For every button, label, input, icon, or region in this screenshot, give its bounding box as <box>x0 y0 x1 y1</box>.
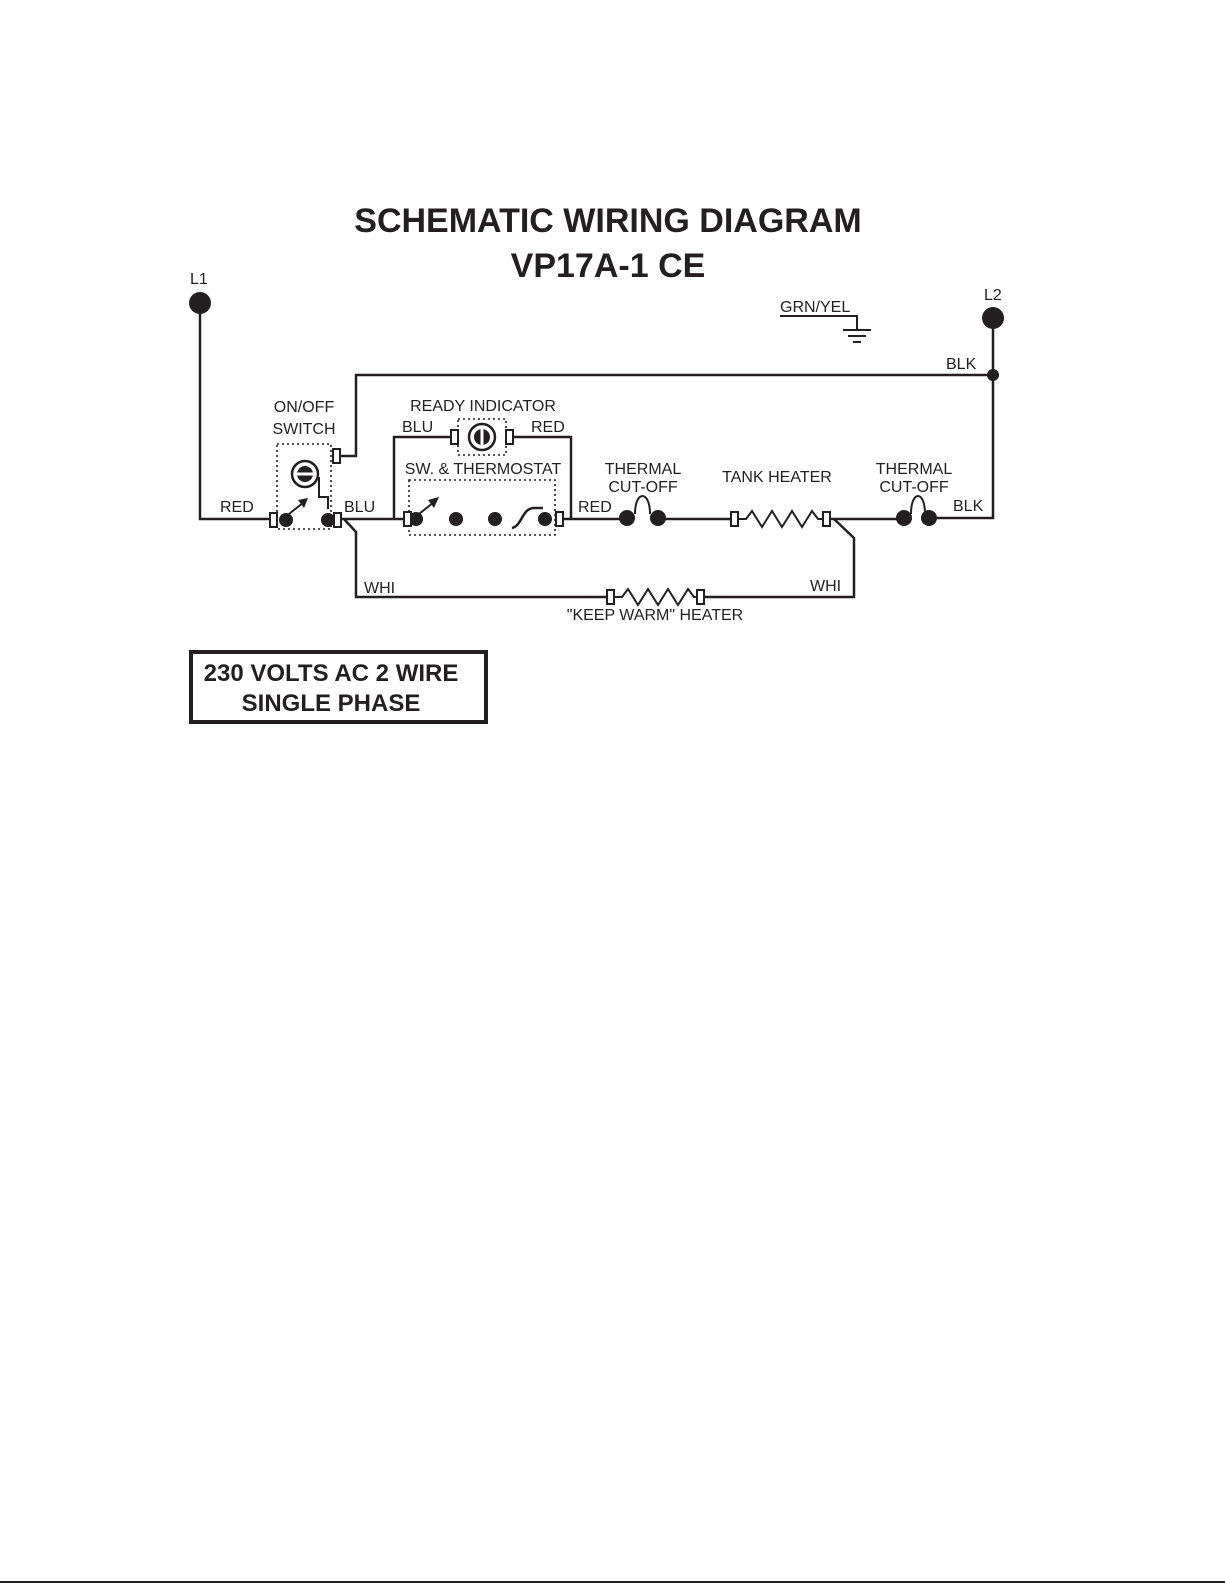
ready-indicator <box>451 419 513 455</box>
thermal-cutoff-1-label-1: THERMAL <box>604 461 682 478</box>
l1-label: L1 <box>190 271 208 288</box>
wire-label-red-l1: RED <box>220 499 254 516</box>
tank-heater-label: TANK HEATER <box>722 469 832 486</box>
blk-junction <box>987 369 999 381</box>
l1-terminal <box>189 292 211 314</box>
wire-label-blu-indicator: BLU <box>402 419 434 436</box>
thermal-cutoff-2-label-1: THERMAL <box>875 461 953 478</box>
wires <box>200 303 993 597</box>
thermal-cutoff-1-label-2: CUT-OFF <box>608 479 678 496</box>
on-off-switch <box>270 444 341 529</box>
keep-warm-heater-label: "KEEP WARM" HEATER <box>566 607 744 624</box>
tank-heater <box>731 511 830 527</box>
footer-rule <box>0 1581 1225 1583</box>
on-off-switch-label-1: ON/OFF <box>273 399 335 416</box>
thermal-cutoff-1 <box>619 496 666 526</box>
on-off-switch-label-2: SWITCH <box>272 421 336 438</box>
diagram-model: VP17A-1 CE <box>510 247 706 285</box>
switch-thermostat <box>404 480 563 535</box>
wire-label-blu-switch: BLU <box>344 499 376 516</box>
l2-label: L2 <box>984 287 1002 304</box>
wire-l1-red <box>200 303 270 519</box>
sw-thermostat-label: SW. & THERMOSTAT <box>404 461 562 478</box>
voltage-box-line1: 230 VOLTS AC 2 WIRE <box>203 660 459 687</box>
thermal-cutoff-2 <box>896 496 937 526</box>
wire-label-blk-right: BLK <box>953 498 984 515</box>
keep-warm-heater <box>607 589 704 605</box>
voltage-box-line2: SINGLE PHASE <box>241 690 421 717</box>
diagram-title: SCHEMATIC WIRING DIAGRAM <box>354 202 862 240</box>
thermal-cutoff-2-label-2: CUT-OFF <box>879 479 949 496</box>
ground-symbol <box>780 316 871 342</box>
l2-terminal <box>982 307 1004 329</box>
ready-indicator-label: READY INDICATOR <box>410 398 556 415</box>
wire-label-red-indicator: RED <box>531 419 565 436</box>
wire-label-red-thermostat: RED <box>578 499 612 516</box>
wire-indicator-blu <box>394 437 451 519</box>
wire-indicator-red <box>513 437 571 519</box>
wire-label-whi-right: WHI <box>810 578 842 595</box>
wire-blk-top <box>340 375 993 456</box>
wire-label-blk-top: BLK <box>946 356 977 373</box>
wire-label-whi-left: WHI <box>364 580 396 597</box>
ground-label: GRN/YEL <box>780 299 851 316</box>
